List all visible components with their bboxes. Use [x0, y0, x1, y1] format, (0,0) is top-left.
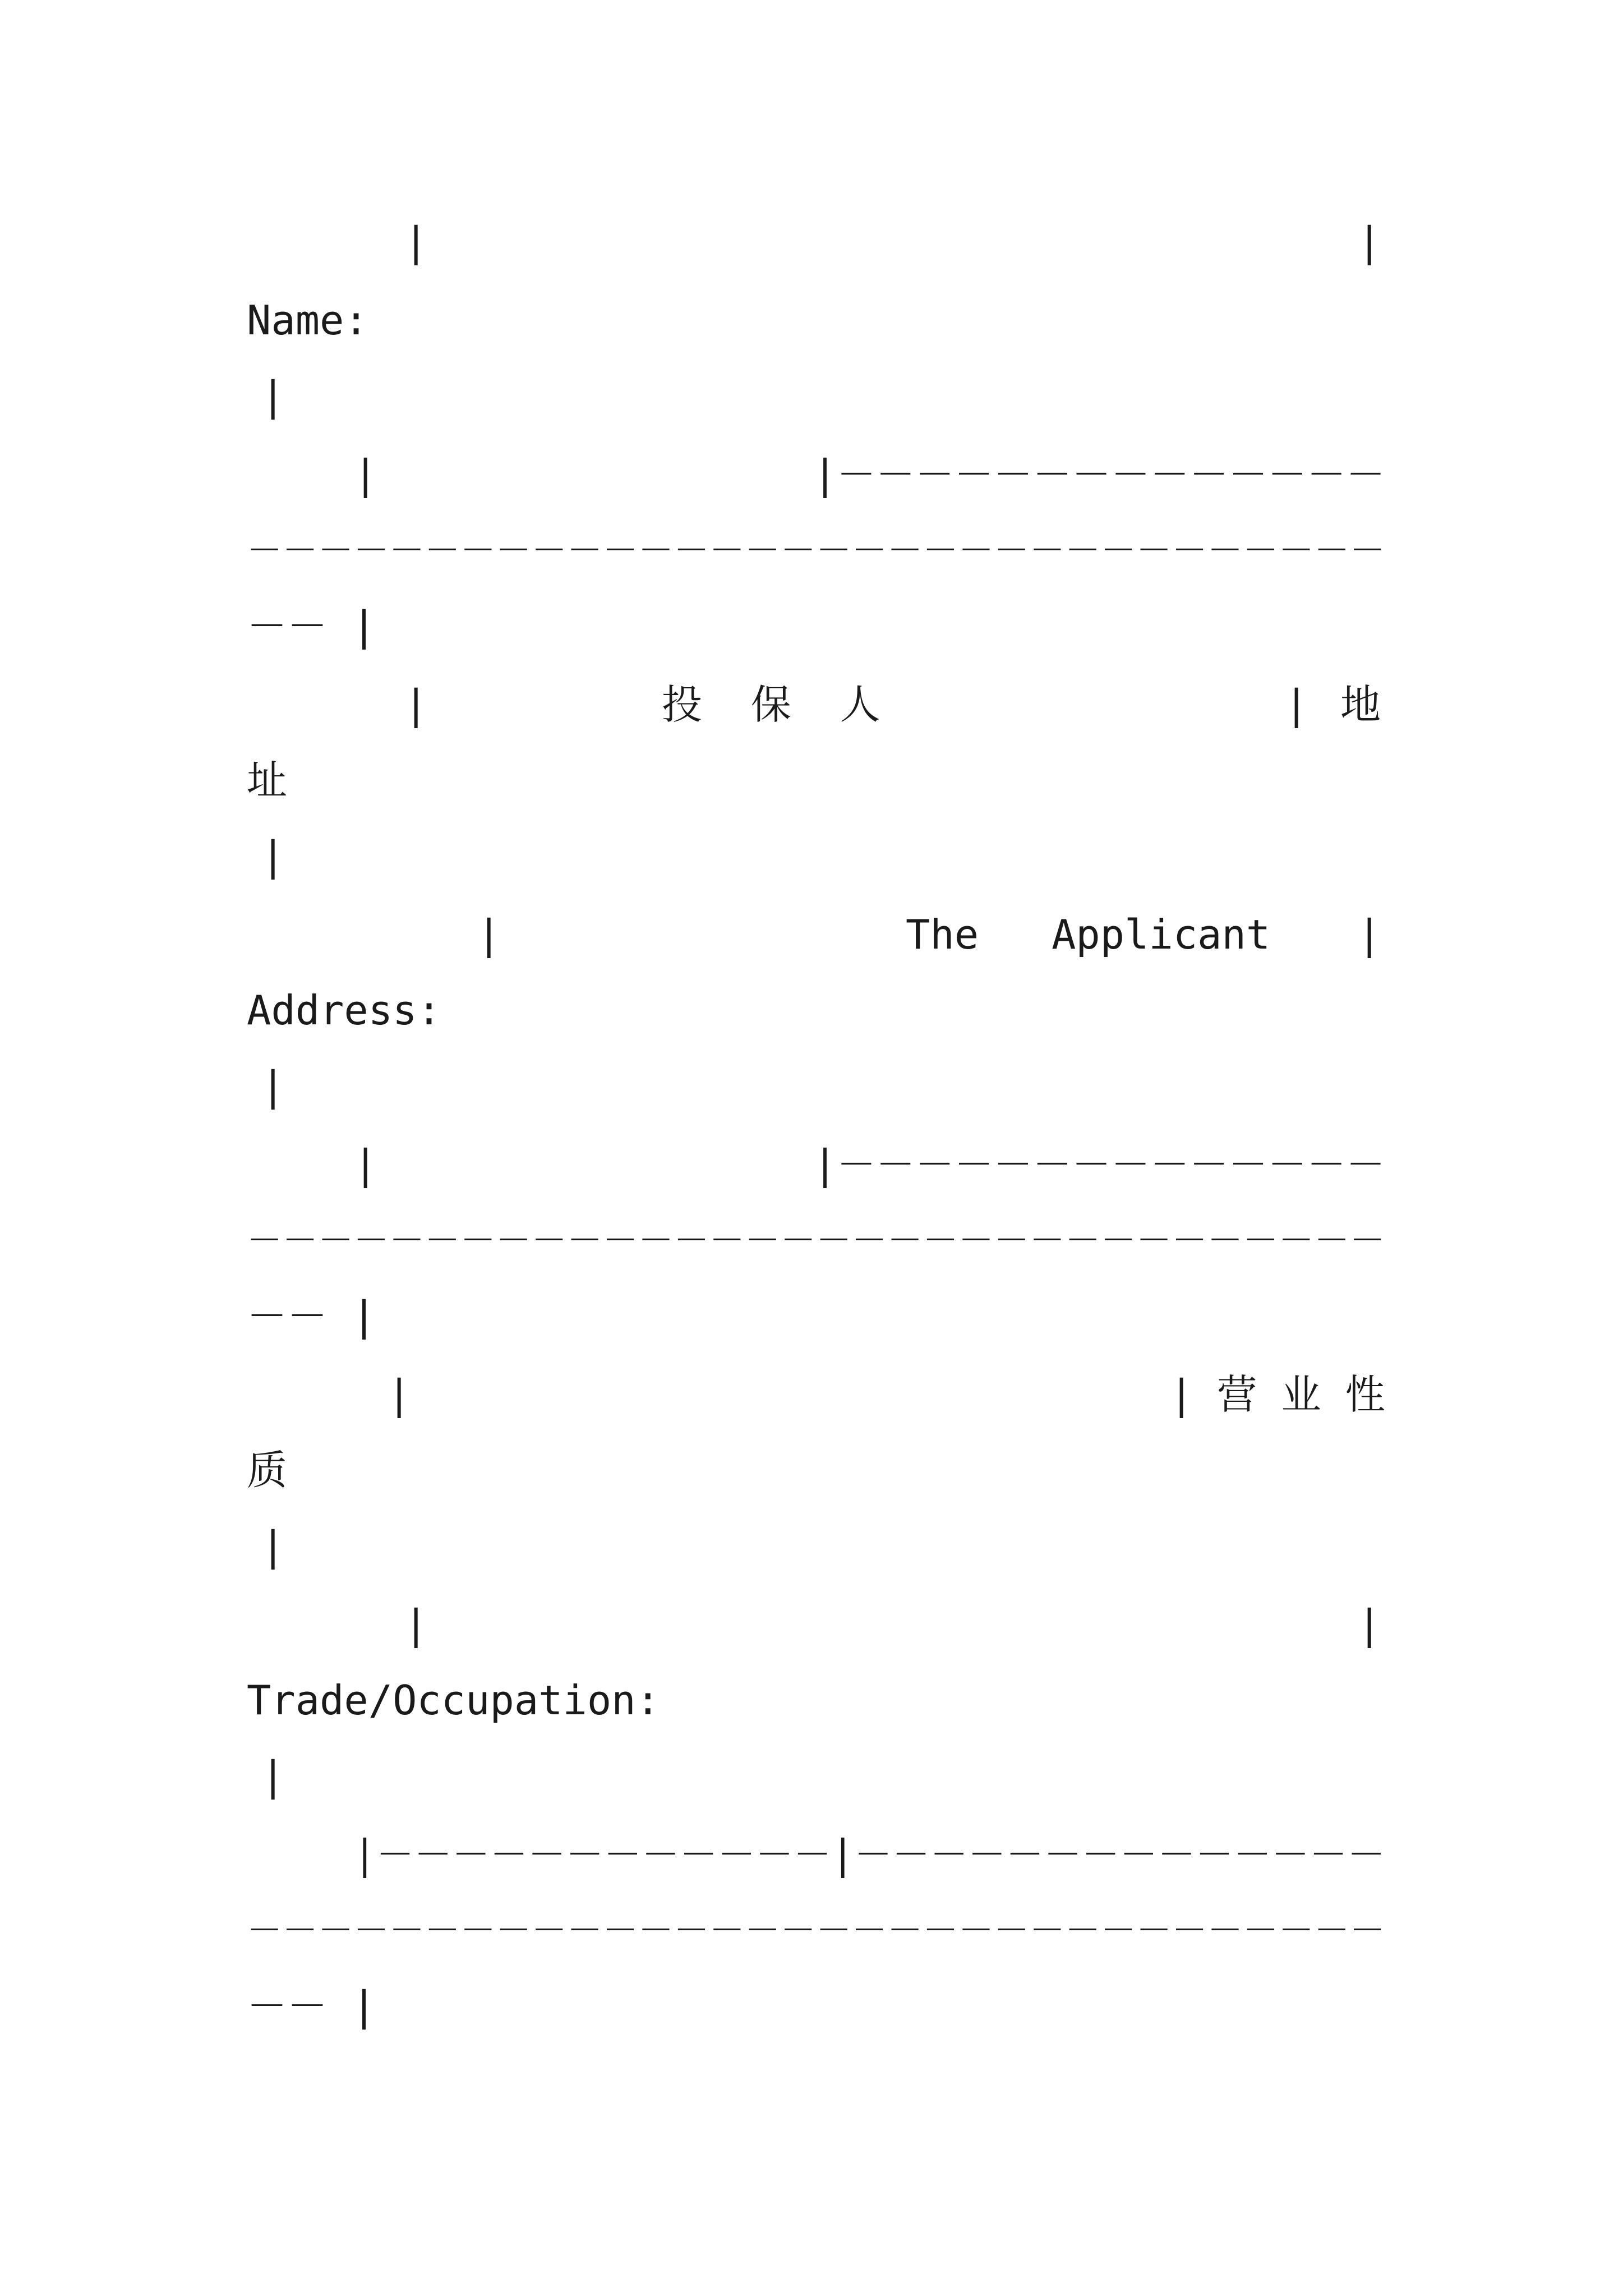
- divider-row: －－－－－－－－－－－－－－－－－－－－－－－－－－－－－－－－: [247, 1907, 1385, 1954]
- column-separator: |: [261, 1062, 285, 1110]
- column-separator: |: [261, 1752, 285, 1800]
- address-cn-label-cont: 址: [247, 757, 288, 804]
- column-separator: |: [1284, 681, 1309, 728]
- trade-cn-label-cont: 质: [247, 1447, 288, 1494]
- trade-cn-label: 营 业 性: [1217, 1371, 1385, 1418]
- column-separator: |: [404, 681, 428, 728]
- column-separator: |: [261, 1522, 285, 1570]
- divider-row-end: －－ |: [247, 1292, 376, 1340]
- column-separator: |: [353, 1141, 378, 1188]
- divider-row: |－－－－－－－－－－－－－－: [813, 1141, 1385, 1188]
- column-separator: |: [404, 1601, 428, 1648]
- divider-row-end: －－ |: [247, 1982, 376, 2030]
- divider-row: |－－－－－－－－－－－－－－: [813, 451, 1385, 498]
- name-label: Name:: [247, 297, 368, 344]
- column-separator: |: [387, 1371, 412, 1418]
- column-separator: |: [353, 451, 378, 498]
- column-separator: |: [1357, 1601, 1382, 1648]
- applicant-cn-label: 投 保 人: [662, 681, 880, 728]
- column-separator: |: [1169, 1371, 1194, 1418]
- address-cn-label: 地: [1340, 681, 1381, 728]
- column-separator: |: [261, 372, 285, 420]
- divider-row: －－－－－－－－－－－－－－－－－－－－－－－－－－－－－－－－: [247, 527, 1385, 574]
- divider-row-end: －－ |: [247, 602, 376, 650]
- applicant-en-label: The Applicant: [906, 911, 1271, 958]
- trade-occupation-label: Trade/Occupation:: [247, 1677, 660, 1724]
- divider-row: －－－－－－－－－－－－－－－－－－－－－－－－－－－－－－－－: [247, 1217, 1385, 1264]
- column-separator: |: [1357, 218, 1382, 265]
- column-separator: |: [261, 832, 285, 880]
- column-separator: |: [477, 911, 501, 958]
- address-label: Address:: [247, 987, 441, 1034]
- column-separator: |: [1357, 911, 1382, 958]
- column-separator: |: [404, 218, 428, 265]
- divider-row: |－－－－－－－－－－－－|－－－－－－－－－－－－－－: [353, 1831, 1385, 1878]
